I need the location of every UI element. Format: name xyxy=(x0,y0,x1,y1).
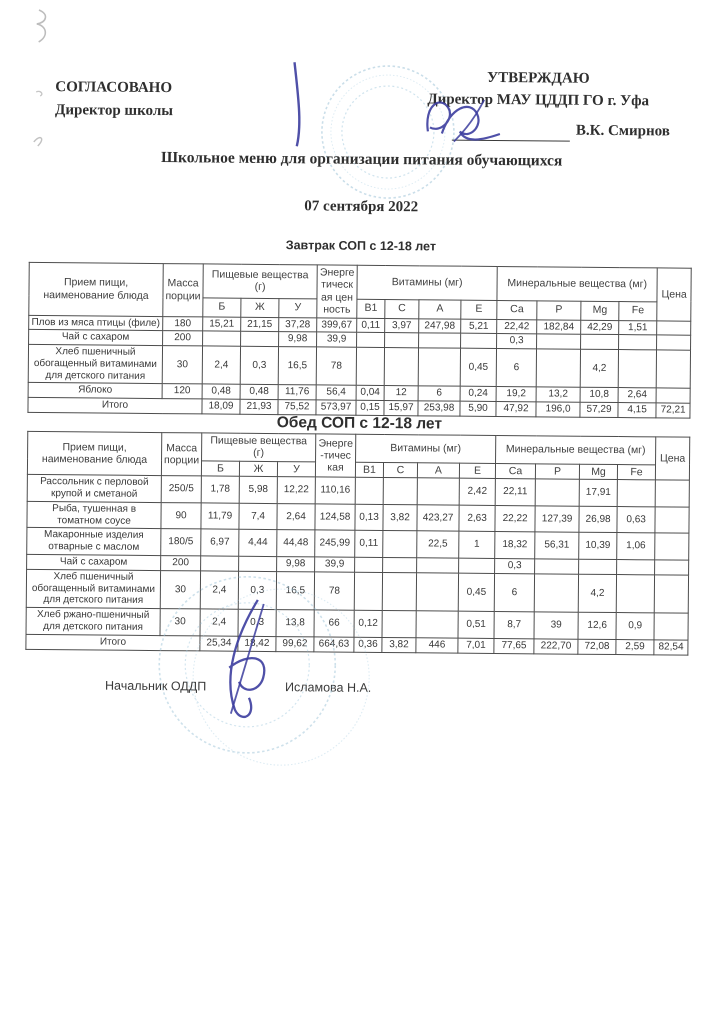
total-label-cell: Итого xyxy=(26,634,200,650)
value-cell xyxy=(384,348,418,387)
value-cell xyxy=(536,349,580,388)
value-cell xyxy=(616,574,654,613)
value-cell: 44,48 xyxy=(277,530,315,557)
value-cell xyxy=(657,335,691,350)
value-cell xyxy=(357,333,385,348)
value-cell: 6 xyxy=(418,386,460,401)
minerals-group-header: Минеральные вещества (мг) xyxy=(497,266,657,301)
value-cell: 7,4 xyxy=(239,503,277,530)
total-value-cell: 0,36 xyxy=(354,637,382,652)
value-cell: 247,98 xyxy=(419,318,461,333)
total-value-cell: 196,0 xyxy=(536,402,580,417)
header-group-row xyxy=(28,431,690,465)
total-value-cell: 21,93 xyxy=(240,400,278,415)
value-cell: 2,4 xyxy=(200,609,238,636)
subcol-header: С xyxy=(383,462,417,478)
total-value-cell: 75,52 xyxy=(278,400,316,415)
dish-name-cell: Плов из мяса птицы (филе) xyxy=(29,315,163,331)
total-value-cell: 2,59 xyxy=(616,639,654,654)
approved-signer: В.К. Смирнов xyxy=(575,122,670,139)
mass-cell: 30 xyxy=(162,346,202,385)
total-label-cell: Итого xyxy=(28,398,202,414)
subcol-header: А xyxy=(417,463,459,479)
total-value-cell: 253,98 xyxy=(418,401,460,416)
dish-name-cell: Хлеб пшеничный обогащенный витаминами для детского питания xyxy=(26,569,160,609)
value-cell: 2,42 xyxy=(459,478,495,505)
mass-header: Масса порции xyxy=(161,433,201,476)
agreed-subtitle: Директор школы xyxy=(55,102,174,120)
value-cell xyxy=(657,320,691,335)
value-cell xyxy=(617,560,655,575)
value-cell: 0,45 xyxy=(458,573,494,612)
value-cell: 3,82 xyxy=(383,504,417,531)
value-cell: 0,63 xyxy=(617,506,655,533)
value-cell: 245,99 xyxy=(315,530,355,557)
value-cell xyxy=(579,559,617,574)
subcol-header: Ж xyxy=(241,298,279,317)
subcol-header: Mg xyxy=(581,301,619,320)
value-cell: 4,2 xyxy=(578,574,616,613)
value-cell xyxy=(655,560,689,575)
value-cell: 12 xyxy=(384,386,418,401)
value-cell: 15,21 xyxy=(203,316,241,331)
total-value-cell: 4,15 xyxy=(618,403,656,418)
vitamins-group-header: Витамины (мг) xyxy=(357,265,497,300)
value-cell: 127,39 xyxy=(535,506,579,533)
subcol-header: В1 xyxy=(357,299,385,318)
value-cell: 0,45 xyxy=(460,348,496,387)
value-cell xyxy=(535,479,579,506)
value-cell: 0,13 xyxy=(355,504,383,531)
document-footer xyxy=(0,649,719,775)
value-cell xyxy=(654,613,688,640)
value-cell: 1,51 xyxy=(619,320,657,335)
nutrients-group-header: Пищевые вещества (г) xyxy=(202,433,316,462)
value-cell xyxy=(617,480,655,507)
value-cell: 6,97 xyxy=(201,529,239,556)
dish-name-cell: Яблоко xyxy=(28,383,162,399)
value-cell xyxy=(459,558,495,573)
value-cell xyxy=(385,333,419,348)
breakfast-table-container xyxy=(27,262,690,419)
letterhead xyxy=(0,0,724,268)
value-cell: 2,64 xyxy=(277,503,315,530)
value-cell xyxy=(655,533,689,560)
value-cell xyxy=(535,559,579,574)
total-value-cell: 3,82 xyxy=(382,637,416,652)
value-cell: 399,67 xyxy=(317,317,357,332)
nutrients-group-header: Пищевые вещества (г) xyxy=(203,264,317,299)
value-cell xyxy=(534,574,578,613)
subcol-header: Р xyxy=(535,464,579,480)
value-cell: 6 xyxy=(494,573,534,612)
value-cell: 13,2 xyxy=(536,387,580,402)
subcol-header: Р xyxy=(537,301,581,320)
value-cell: 22,5 xyxy=(417,531,459,558)
pencil-scribble-marks xyxy=(20,4,91,165)
energy-header: Энерге-тическая xyxy=(315,434,355,477)
value-cell: 12,22 xyxy=(277,477,315,504)
value-cell: 22,22 xyxy=(495,505,535,532)
total-value-cell: 0,15 xyxy=(356,401,384,416)
total-value-cell: 18,42 xyxy=(238,636,276,651)
mass-cell: 90 xyxy=(161,502,201,529)
approved-title: УТВЕРЖДАЮ xyxy=(487,69,590,87)
subcol-header: С xyxy=(385,299,419,318)
table-header xyxy=(27,431,689,480)
value-cell: 9,98 xyxy=(277,557,315,572)
value-cell: 2,4 xyxy=(202,346,240,385)
dish-name-cell: Хлеб пшеничный обогащенный витаминами для детского питания xyxy=(28,345,162,385)
total-value-cell: 25,34 xyxy=(200,636,238,651)
table-row xyxy=(28,345,690,389)
value-cell xyxy=(656,350,690,389)
value-cell xyxy=(619,335,657,350)
value-cell: 2,4 xyxy=(200,571,238,610)
header-group-row xyxy=(29,262,691,302)
total-value-cell: 7,01 xyxy=(458,638,494,653)
subcol-header: Fe xyxy=(617,464,655,480)
dish-header: Прием пищи, наименование блюда xyxy=(27,431,161,475)
dish-name-cell: Чай с сахаром xyxy=(29,330,163,346)
total-value-cell: 5,90 xyxy=(460,401,496,416)
total-value-cell: 72,08 xyxy=(578,639,616,654)
mass-cell: 200 xyxy=(163,331,203,346)
value-cell: 13,8 xyxy=(276,610,314,637)
value-cell: 21,15 xyxy=(241,317,279,332)
value-cell xyxy=(655,507,689,534)
energy-header: Энергетическая ценность xyxy=(317,265,357,318)
breakfast-section-title: Завтрак СОП с 12-18 лет xyxy=(285,238,437,254)
value-cell: 2,64 xyxy=(618,388,656,403)
mass-cell: 180 xyxy=(163,316,203,331)
value-cell xyxy=(655,480,689,507)
value-cell: 1 xyxy=(459,532,495,559)
value-cell: 18,32 xyxy=(495,532,535,559)
value-cell: 0,11 xyxy=(357,318,385,333)
subcol-header: Б xyxy=(201,461,239,477)
subcol-header: А xyxy=(419,300,461,319)
value-cell: 39,9 xyxy=(317,332,357,347)
value-cell: 56,31 xyxy=(535,532,579,559)
subcol-header: Б xyxy=(203,298,241,317)
value-cell: 0,3 xyxy=(240,346,278,385)
mass-cell: 30 xyxy=(160,609,200,636)
value-cell xyxy=(537,334,581,349)
value-cell: 1,06 xyxy=(617,533,655,560)
value-cell xyxy=(461,333,497,348)
subcol-header: Са xyxy=(495,463,535,479)
value-cell xyxy=(418,348,460,387)
mass-cell: 200 xyxy=(161,556,201,571)
total-value-cell: 77,65 xyxy=(494,638,534,653)
value-cell: 2,63 xyxy=(459,505,495,532)
total-value-cell: 446 xyxy=(416,638,458,653)
total-value-cell: 18,09 xyxy=(202,399,240,414)
value-cell: 11,76 xyxy=(278,385,316,400)
doc-date: 07 сентября 2022 xyxy=(304,198,419,216)
value-cell: 78 xyxy=(314,572,354,611)
value-cell: 0,48 xyxy=(202,384,240,399)
footer-signature-icon xyxy=(165,581,326,752)
value-cell xyxy=(618,350,656,389)
value-cell: 124,58 xyxy=(315,504,355,531)
total-value-cell: 664,63 xyxy=(314,637,354,652)
subcol-header: Са xyxy=(497,300,537,319)
director-signature-icon xyxy=(277,54,578,192)
value-cell: 78 xyxy=(316,347,356,386)
value-cell: 11,79 xyxy=(201,503,239,530)
vitamins-group-header: Витамины (мг) xyxy=(356,434,496,463)
value-cell: 56,4 xyxy=(316,385,356,400)
value-cell: 66 xyxy=(314,610,354,637)
value-cell: 3,97 xyxy=(385,318,419,333)
footer-position-label: Начальник ОДДП xyxy=(105,678,207,694)
value-cell xyxy=(203,331,241,346)
price-header: Цена xyxy=(655,437,689,480)
value-cell xyxy=(356,347,384,386)
subcol-header: Е xyxy=(461,300,497,319)
value-cell: 0,24 xyxy=(460,387,496,402)
value-cell xyxy=(241,332,279,347)
value-cell xyxy=(419,333,461,348)
subcol-header: У xyxy=(277,461,315,477)
minerals-group-header: Минеральные вещества (мг) xyxy=(496,436,656,465)
lunch-section-title: Обед СОП с 12-18 лет xyxy=(276,414,443,433)
value-cell: 8,7 xyxy=(494,612,534,639)
value-cell: 423,27 xyxy=(417,505,459,532)
total-value-cell: 222,70 xyxy=(534,639,578,654)
value-cell: 1,78 xyxy=(201,476,239,503)
value-cell: 9,98 xyxy=(279,332,317,347)
value-cell: 0,3 xyxy=(495,558,535,573)
value-cell xyxy=(656,388,690,403)
mass-header: Масса порции xyxy=(163,264,203,317)
total-value-cell: 99,62 xyxy=(276,636,314,651)
subcol-header: Е xyxy=(459,463,495,479)
total-value-cell: 57,29 xyxy=(580,403,618,418)
value-cell: 0,3 xyxy=(238,609,276,636)
dish-name-cell: Рыба, тушенная в томатном соусе xyxy=(27,501,161,529)
agreed-title: СОГЛАСОВАНО xyxy=(55,79,173,97)
subcol-header: В1 xyxy=(355,462,383,478)
dish-name-cell: Чай с сахаром xyxy=(27,554,161,570)
value-cell xyxy=(581,335,619,350)
value-cell: 182,84 xyxy=(537,319,581,334)
table-header xyxy=(29,262,692,320)
value-cell: 0,3 xyxy=(238,571,276,610)
value-cell: 0,12 xyxy=(354,610,382,637)
footer-signer-name: Исламова Н.А. xyxy=(285,679,372,695)
dish-name-cell: Рассольник с перловой крупой и сметаной xyxy=(27,475,161,503)
value-cell xyxy=(654,575,688,614)
value-cell: 17,91 xyxy=(579,479,617,506)
value-cell: 5,21 xyxy=(461,319,497,334)
table-body xyxy=(28,315,691,418)
dish-header: Прием пищи, наименование блюда xyxy=(29,262,163,316)
total-price-cell: 72,21 xyxy=(656,403,690,418)
value-cell xyxy=(355,477,383,504)
value-cell: 37,28 xyxy=(279,317,317,332)
value-cell: 0,9 xyxy=(616,613,654,640)
price-header: Цена xyxy=(657,268,691,321)
mass-cell: 120 xyxy=(162,384,202,399)
subcol-header: Ж xyxy=(239,461,277,477)
value-cell: 16,5 xyxy=(278,347,316,386)
mass-cell: 250/5 xyxy=(161,476,201,503)
subcol-header: У xyxy=(279,298,317,317)
value-cell: 19,2 xyxy=(496,387,536,402)
total-value-cell: 573,97 xyxy=(316,400,356,415)
value-cell: 0,3 xyxy=(497,334,537,349)
value-cell: 12,6 xyxy=(578,612,616,639)
total-value-cell: 47,92 xyxy=(496,402,536,417)
value-cell: 110,16 xyxy=(315,477,355,504)
value-cell: 22,42 xyxy=(497,319,537,334)
value-cell: 10,8 xyxy=(580,388,618,403)
value-cell xyxy=(383,531,417,558)
doc-title: Школьное меню для организации питания обучающихся xyxy=(160,149,563,170)
value-cell: 16,5 xyxy=(276,571,314,610)
subcol-header: Fe xyxy=(619,301,657,320)
value-cell xyxy=(417,478,459,505)
mass-cell: 30 xyxy=(160,570,200,609)
dish-name-cell: Хлеб ржано-пшеничный для детского питания xyxy=(26,608,160,636)
value-cell: 26,98 xyxy=(579,506,617,533)
mass-cell: 180/5 xyxy=(161,529,201,556)
value-cell: 0,04 xyxy=(356,386,384,401)
value-cell: 0,11 xyxy=(355,531,383,558)
value-cell xyxy=(383,478,417,505)
subcol-header: Mg xyxy=(579,464,617,480)
value-cell: 0,51 xyxy=(458,611,494,638)
dish-name-cell: Макаронные изделия отварные с маслом xyxy=(27,528,161,556)
value-cell: 10,39 xyxy=(579,533,617,560)
total-value-cell: 15,97 xyxy=(384,401,418,416)
menu-table xyxy=(27,262,691,419)
value-cell: 39 xyxy=(534,612,578,639)
value-cell: 39,9 xyxy=(315,557,355,572)
total-price-cell: 82,54 xyxy=(654,640,688,655)
value-cell: 0,48 xyxy=(240,385,278,400)
value-cell: 4,44 xyxy=(239,530,277,557)
value-cell: 5,98 xyxy=(239,476,277,503)
value-cell: 6 xyxy=(496,349,536,388)
value-cell: 4,2 xyxy=(580,349,618,388)
value-cell: 22,11 xyxy=(495,479,535,506)
approved-subtitle: Директор МАУ ЦДДП ГО г. Уфа xyxy=(427,91,650,110)
value-cell: 42,29 xyxy=(581,320,619,335)
